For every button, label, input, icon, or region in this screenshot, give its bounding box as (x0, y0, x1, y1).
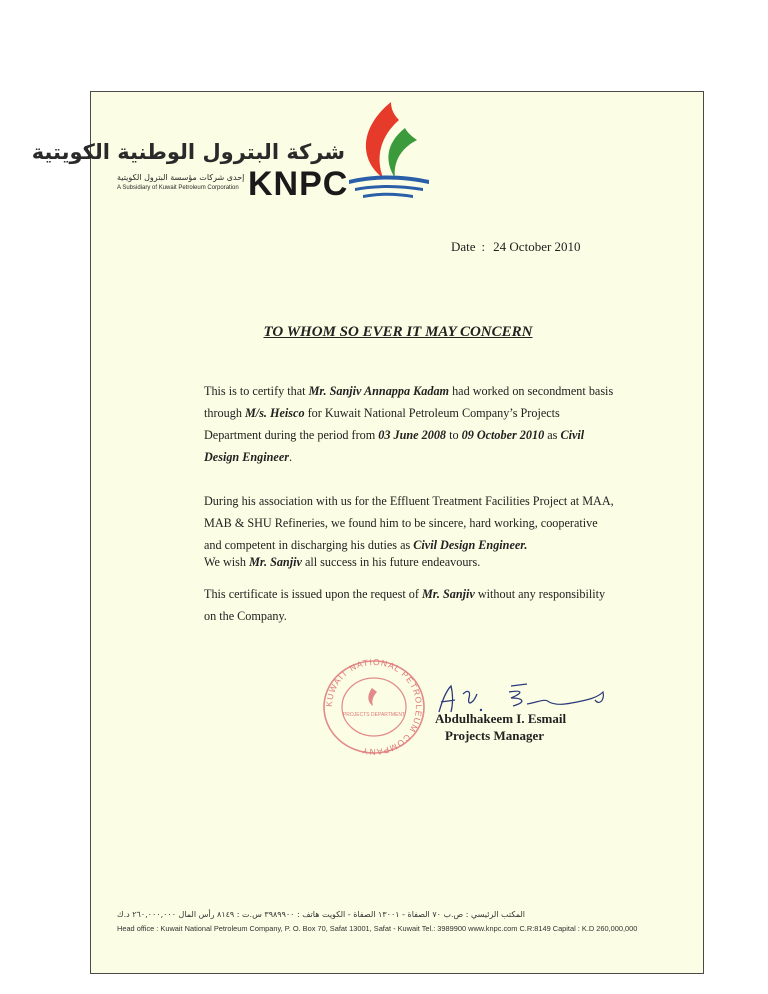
flame-logo-icon (345, 98, 431, 202)
svg-text:KUWAIT NATIONAL PETROLEUM COMP: KUWAIT NATIONAL PETROLEUM COMPANY (323, 658, 425, 756)
knpc-logo-text: KNPC (248, 165, 349, 203)
arabic-company-name: شركة البترول الوطنية الكويتية (31, 140, 345, 164)
svg-text:PROJECTS DEPARTMENT: PROJECTS DEPARTMENT (342, 712, 406, 718)
company-seal-stamp (319, 658, 429, 756)
letter-date: Date : 24 October 2010 (451, 239, 581, 254)
subsidiary-line: A Subsidiary of Kuwait Petroleum Corporation (117, 185, 239, 191)
employee-short-name-2: Mr. Sanjiv (421, 587, 475, 601)
letter-title: TO WHOM SO EVER IT MAY CONCERN (263, 324, 533, 340)
signatory-name: Abdulhakeem I. Esmail (435, 711, 567, 726)
paragraph-association: During his association with us for the Effluent Treatment Facilities Project at MAA, MAB & SHU Refineries, we found him to be sincere, hard working, cooperative and competent in discharging his duties as Civil Design Engineer. (204, 494, 614, 552)
end-date: 09 October 2010 (461, 428, 545, 442)
date-label: Date (451, 239, 476, 254)
start-date: 03 June 2008 (378, 428, 447, 442)
paragraph-disclaimer: This certificate is issued upon the request of Mr. Sanjiv without any responsibility on the Company. (204, 587, 606, 623)
signatory-block (435, 710, 566, 744)
job-role: Civil Design Engineer (204, 428, 585, 464)
footer-arabic-address: المكتب الرئيسي : ص.ب ٧٠ الصفاة - ١٣٠٠١ الصفاة - الكويت هاتف : ٣٩٨٩٩٠٠ س.ت : ٨١٤٩ رأس المال ٢٦٠,٠٠٠,٠٠٠ د.ك (117, 910, 526, 919)
footer-english-address: Head office : Kuwait National Petroleum Company, P. O. Box 70, Safat 13001, Safat - Kuwait Tel.: 3989900 www.knpc.com C.R:8149 Capital : K.D 260,000,000 (117, 924, 638, 933)
agency-name: M/s. Heisco (244, 406, 305, 420)
date-value: 24 October 2010 (493, 239, 581, 254)
arabic-subsidiary-line: إحدى شركات مؤسسة البترول الكويتية (117, 173, 245, 182)
letter-page (31, 91, 704, 974)
paragraph-wishes: We wish Mr. Sanjiv all success in his future endeavours. (204, 555, 481, 569)
signatory-title: Projects Manager (445, 728, 545, 743)
paragraph-certification: This is to certify that Mr. Sanjiv Annappa Kadam had worked on secondment basis through M/s. Heisco for Kuwait National Petroleum Company’s Projects Department during the period from 03 June 2008 to 09 October 2010 as Civil Design Engineer. (204, 384, 614, 464)
employee-name: Mr. Sanjiv Annappa Kadam (308, 384, 450, 398)
job-role-repeat: Civil Design Engineer. (413, 538, 528, 552)
employee-short-name: Mr. Sanjiv (249, 555, 302, 569)
